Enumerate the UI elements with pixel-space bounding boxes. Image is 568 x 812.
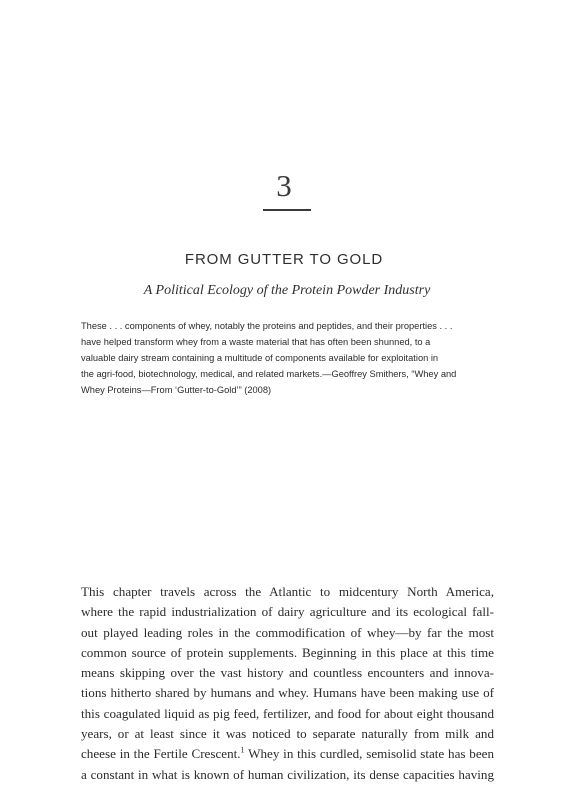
chapter-subtitle: A Political Ecology of the Protein Powder Industry: [143, 283, 431, 298]
body-line-with-footnote: [81, 744, 494, 764]
chapter-title: FROM GUTTER TO GOLD: [184, 251, 384, 268]
epigraph: [81, 318, 495, 398]
body-line: a constant in what is known of human civilization, its dense capacities having: [81, 766, 494, 782]
body-line-text: cheese in the Fertile Crescent.: [81, 746, 241, 762]
body-line: out played leading roles in the commodification of whey—by far the most: [81, 624, 494, 640]
epigraph-line: These . . . components of whey, notably the proteins and peptides, and their properties . . .: [81, 321, 453, 331]
chapter-number: 3: [276, 168, 292, 203]
body-line: years, or at least since it was noticed to separate naturally from milk and: [81, 726, 494, 742]
epigraph-line: the agri-food, biotechnology, medical, and related markets.—Geoffrey Smithers, “Whey and: [81, 369, 457, 379]
body-line: This chapter travels across the Atlantic to midcentury North America,: [81, 584, 494, 599]
body-paragraph: [81, 582, 494, 785]
body-line: common source of protein supplements. Beginning in this place at this time: [81, 644, 494, 660]
body-line: where the rapid industrialization of dairy agriculture and its ecological fall-: [81, 604, 494, 620]
chapter-number-rule: [263, 209, 311, 211]
body-line: means skipping over the vast history and countless encounters and innova-: [81, 665, 494, 681]
footnote-reference[interactable]: 1: [240, 746, 245, 756]
body-line: tions hitherto shared by humans and whey. Humans have been making use of: [81, 685, 494, 701]
body-line-text: Whey in this curdled, semisolid state has been: [244, 746, 494, 762]
epigraph-line: valuable dairy stream containing a multitude of components available for exploitation in: [81, 353, 439, 363]
epigraph-line: Whey Proteins—From ‘Gutter-to-Gold’” (2008): [81, 385, 272, 395]
epigraph-line: have helped transform whey from a waste material that has often been shunned, to a: [81, 337, 431, 347]
body-line: this coagulated liquid as pig feed, fertilizer, and food for about eight thousand: [81, 705, 494, 721]
